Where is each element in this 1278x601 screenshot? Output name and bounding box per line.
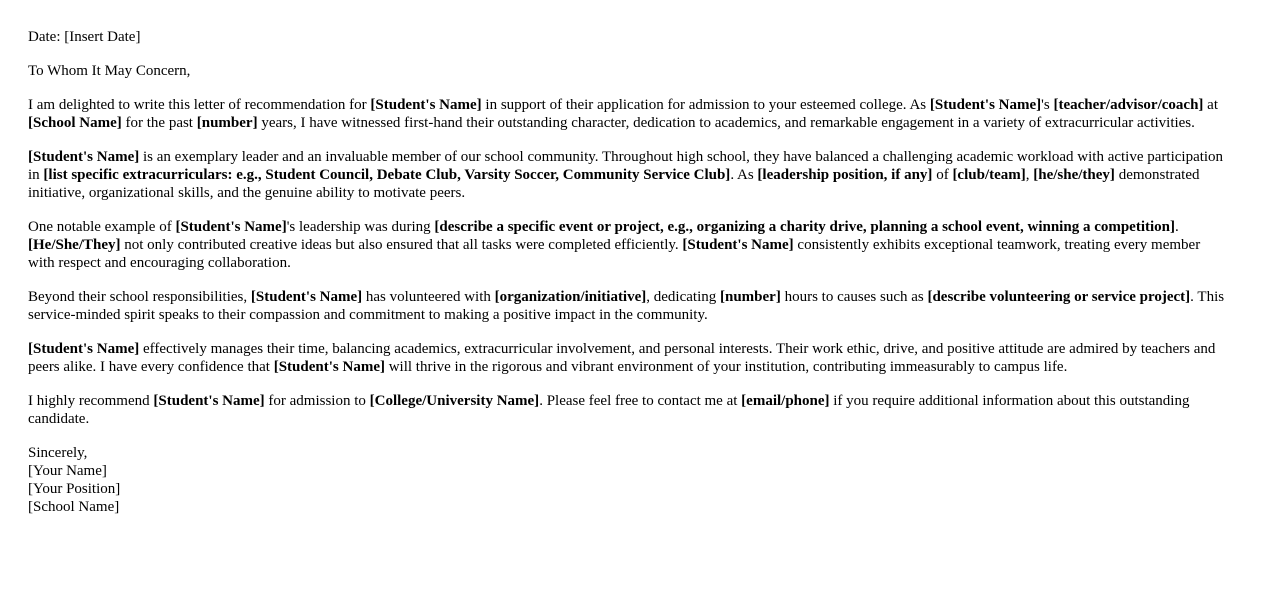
placeholder-field: [list specific extracurriculars: e.g., Student Council, Debate Club, Varsity Soccer, Community Service Club] [43, 167, 731, 183]
placeholder-field: [Student's Name] [28, 149, 140, 165]
placeholder-field: [leadership position, if any] [757, 167, 933, 183]
placeholder-field: [number] [720, 289, 781, 305]
paragraph-text: is an exemplary leader and an invaluable member of our school community. Throughout high school, they have balanced a challenging academic workload with active participation in [28, 149, 1224, 183]
placeholder-field: [Student's Name] [175, 219, 287, 235]
placeholder-field: [email/phone] [741, 393, 830, 409]
paragraph-text: , dedicating [646, 289, 720, 305]
placeholder-field: [number] [196, 115, 258, 131]
body-paragraph [28, 288, 1228, 324]
placeholder-field: [Student's Name] [153, 393, 265, 409]
valediction: Sincerely, [28, 445, 88, 461]
paragraph-text: for admission to [264, 393, 370, 409]
placeholder-field: [Student's Name] [370, 97, 482, 113]
placeholder-field: [club/team] [952, 167, 1026, 183]
body-paragraph [28, 340, 1228, 376]
placeholder-field: [Student's Name] [682, 237, 794, 253]
placeholder-field: [organization/initiative] [494, 289, 647, 305]
paragraph-text: in support of their application for admission to your esteemed college. As [481, 97, 930, 113]
placeholder-field: [describe a specific event or project, e.g., organizing a charity drive, planning a school event, winning a competition] [434, 219, 1176, 235]
date-line: Date: [Insert Date] [28, 29, 141, 45]
placeholder-field: [describe volunteering or service project] [927, 289, 1191, 305]
signature-block [28, 444, 1228, 516]
paragraph-text: of [932, 167, 953, 183]
paragraph-text: I am delighted to write this letter of recommendation for [28, 97, 371, 113]
paragraph-text: . [1175, 219, 1179, 235]
paragraph-text: for the past [121, 115, 197, 131]
placeholder-field: [School Name] [28, 115, 122, 131]
paragraph-text: One notable example of [28, 219, 176, 235]
paragraph-text: Beyond their school responsibilities, [28, 289, 251, 305]
paragraph-text: , [1025, 167, 1034, 183]
signer-name: [Your Name] [28, 463, 107, 479]
paragraph-text: consistently exhibits exceptional teamwork, treating every member with respect and encouraging collaboration. [28, 237, 1201, 271]
paragraph-text: . Please feel free to contact me at [539, 393, 742, 409]
paragraph-text: demonstrated initiative, organizational skills, and the genuine ability to motivate peers. [28, 167, 1200, 201]
paragraph-text: will thrive in the rigorous and vibrant environment of your institution, contributing immeasurably to campus life. [384, 359, 1068, 375]
body-paragraph [28, 148, 1228, 202]
paragraph-text: has volunteered with [362, 289, 495, 305]
paragraph-text: . This service-minded spirit speaks to their compassion and commitment to making a positive impact in the community. [28, 289, 1225, 323]
paragraph-text: effectively manages their time, balancing academics, extracurricular involvement, and personal interests. Their work ethic, drive, and positive attitude are admired by teachers and peers alike. I have every confidence that [28, 341, 1216, 375]
placeholder-field: [he/she/they] [1033, 167, 1115, 183]
paragraph-text: hours to causes such as [780, 289, 928, 305]
paragraph-text: not only contributed creative ideas but also ensured that all tasks were completed efficiently. [120, 237, 683, 253]
placeholder-field: [teacher/advisor/coach] [1053, 97, 1204, 113]
body-paragraph [28, 392, 1228, 428]
body-paragraph [28, 218, 1228, 272]
placeholder-field: [He/She/They] [28, 237, 121, 253]
signer-school: [School Name] [28, 499, 120, 515]
paragraph-text: years, I have witnessed first-hand their outstanding character, dedication to academics, and remarkable engagement in a variety of extracurricular activities. [257, 115, 1195, 131]
paragraph-text: if you require additional information about this outstanding candidate. [28, 393, 1190, 427]
placeholder-field: [Student's Name] [929, 97, 1042, 113]
paragraph-text: at [1203, 97, 1218, 113]
placeholder-field: [Student's Name] [273, 359, 385, 375]
signer-position: [Your Position] [28, 481, 121, 497]
placeholder-field: [Student's Name] [28, 341, 140, 357]
salutation: To Whom It May Concern, [28, 63, 191, 79]
placeholder-field: [Student's Name] [250, 289, 363, 305]
paragraph-text: 's leadership was during [286, 219, 435, 235]
letter-document [28, 28, 1228, 516]
placeholder-field: [College/University Name] [369, 393, 540, 409]
body-paragraph [28, 96, 1228, 132]
letter-body [28, 96, 1228, 428]
paragraph-text: I highly recommend [28, 393, 154, 409]
paragraph-text: . As [730, 167, 758, 183]
paragraph-text: 's [1041, 97, 1054, 113]
